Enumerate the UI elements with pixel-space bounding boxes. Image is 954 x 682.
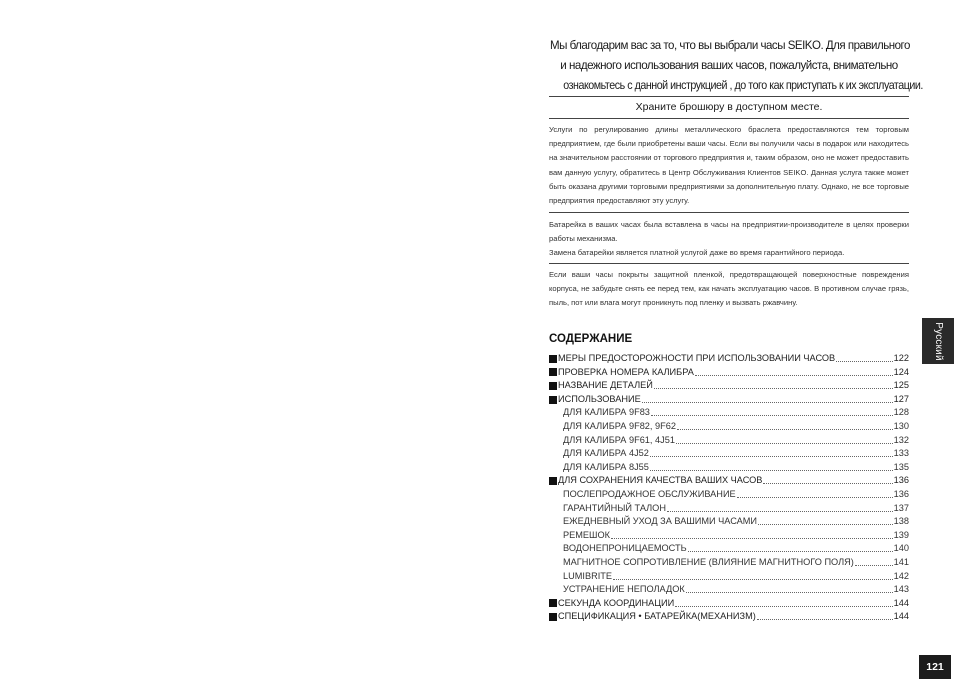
- toc-entry: [549, 434, 909, 448]
- divider: [549, 263, 909, 264]
- dot-leader: [688, 542, 893, 552]
- divider: [549, 96, 909, 97]
- toc-entry-page: 136: [893, 488, 909, 499]
- dot-leader: [651, 406, 893, 416]
- toc-entry-label: НАЗВАНИЕ ДЕТАЛЕЙ: [558, 380, 653, 391]
- dot-leader: [650, 447, 893, 457]
- toc-entry-page: 135: [893, 461, 909, 472]
- square-bullet-icon: [549, 477, 557, 485]
- toc-entry-label: ИСПОЛЬЗОВАНИЕ: [558, 393, 641, 404]
- toc-entry-label: LUMIBRITE: [563, 570, 613, 581]
- toc-entry: [549, 406, 909, 420]
- toc-title: СОДЕРЖАНИЕ: [549, 333, 633, 345]
- toc-entry-label: ДЛЯ КАЛИБРА 9F61, 4J51: [563, 434, 675, 445]
- square-bullet-icon: [549, 599, 557, 607]
- toc-entry-page: 141: [893, 556, 909, 567]
- dot-leader: [686, 583, 893, 593]
- dot-leader: [758, 515, 893, 525]
- toc-entry: [549, 610, 909, 624]
- dot-leader: [611, 529, 893, 539]
- toc-entry-page: 138: [893, 516, 909, 527]
- toc-entry-page: 137: [893, 502, 909, 513]
- toc-entry: [549, 461, 909, 475]
- toc-entry-label: ПОСЛЕПРОДАЖНОЕ ОБСЛУЖИВАНИЕ: [563, 488, 736, 499]
- language-tab: [922, 318, 954, 364]
- toc-entry: [549, 366, 909, 380]
- dot-leader: [642, 393, 893, 403]
- toc-entry-page: 128: [893, 407, 909, 418]
- dot-leader: [855, 556, 893, 566]
- toc-entry: [549, 393, 909, 407]
- toc-entry-label: ДЛЯ СОХРАНЕНИЯ КАЧЕСТВА ВАШИХ ЧАСОВ: [558, 475, 763, 486]
- toc-entry-label: МЕРЫ ПРЕДОСТОРОЖНОСТИ ПРИ ИСПОЛЬЗОВАНИИ ЧАСОВ: [558, 353, 836, 363]
- dot-leader: [695, 366, 893, 376]
- intro-text: [549, 36, 923, 96]
- toc-entry: [549, 529, 909, 543]
- toc-entry-page: 132: [893, 434, 909, 445]
- dot-leader: [676, 434, 893, 444]
- toc-entry-label: СЕКУНДА КООРДИНАЦИИ: [558, 597, 675, 608]
- square-bullet-icon: [549, 396, 557, 404]
- dot-leader: [613, 570, 893, 580]
- toc-entry: [549, 379, 909, 393]
- toc-entry-page: 122: [893, 353, 909, 363]
- toc-entry: [549, 474, 909, 488]
- square-bullet-icon: [549, 382, 557, 390]
- divider: [549, 212, 909, 213]
- toc-entry: [549, 352, 909, 366]
- toc-entry-page: 139: [893, 529, 909, 540]
- toc-entry-page: 130: [893, 420, 909, 431]
- dot-leader: [757, 610, 893, 620]
- dot-leader: [675, 597, 892, 607]
- toc-entry-page: 143: [893, 584, 909, 595]
- note-protective-film: Если ваши часы покрыты защитной пленкой, предотвращающей поверхностные повреждения корпуса, не забудьте снять ее перед тем, как начать эксплуатацию часов. В противном случае грязь, пыль, пот или влага могут проникнуть под пленку и вызвать ржавчину.: [549, 270, 909, 308]
- toc-entry-label: ВОДОНЕПРОНИЦАЕМОСТЬ: [563, 543, 687, 554]
- toc-entry-label: СПЕЦИФИКАЦИЯ • БАТАРЕЙКА(МЕХАНИЗМ): [558, 611, 756, 622]
- toc-entry-label: УСТРАНЕНИЕ НЕПОЛАДОК: [563, 584, 685, 595]
- toc-entry: [549, 502, 909, 516]
- toc-entry: [549, 556, 909, 570]
- toc-entry: [549, 570, 909, 584]
- note-battery: Батарейка в ваших часах была вставлена в часы на предприятии-производителе в целях проверки работы механизма. Замена батарейки является платной услугой даже во время гарантийного периода.: [549, 220, 909, 258]
- dot-leader: [836, 352, 893, 362]
- toc-entry-label: ДЛЯ КАЛИБРА 9F82, 9F62: [563, 420, 676, 431]
- dot-leader: [737, 488, 893, 498]
- toc-entry-label: ДЛЯ КАЛИБРА 9F83: [563, 407, 650, 418]
- toc-entry-label: ДЛЯ КАЛИБРА 4J52: [563, 448, 649, 459]
- toc-entry-label: ДЛЯ КАЛИБРА 8J55: [563, 461, 649, 472]
- toc-entry: [549, 597, 909, 611]
- table-of-contents: [549, 352, 909, 624]
- dot-leader: [763, 474, 892, 484]
- toc-entry: [549, 515, 909, 529]
- divider: [549, 118, 909, 119]
- toc-entry: [549, 447, 909, 461]
- toc-entry: [549, 420, 909, 434]
- toc-entry-label: МАГНИТНОЕ СОПРОТИВЛЕНИЕ (ВЛИЯНИЕ МАГНИТНОГО ПОЛЯ): [563, 556, 854, 567]
- toc-entry-label: ПРОВЕРКА НОМЕРА КАЛИБРА: [558, 366, 694, 377]
- dot-leader: [667, 502, 893, 512]
- toc-entry: [549, 542, 909, 556]
- dot-leader: [677, 420, 893, 430]
- toc-entry-page: 124: [893, 366, 909, 377]
- toc-entry-page: 127: [893, 393, 909, 404]
- square-bullet-icon: [549, 355, 557, 363]
- dot-leader: [650, 461, 893, 471]
- dot-leader: [654, 379, 893, 389]
- language-tab-label: Русский: [932, 321, 944, 361]
- toc-entry-page: 136: [893, 475, 909, 486]
- toc-entry-page: 140: [893, 543, 909, 554]
- toc-entry-label: ГАРАНТИЙНЫЙ ТАЛОН: [563, 502, 666, 513]
- toc-entry-page: 144: [893, 597, 909, 608]
- toc-entry-page: 142: [893, 570, 909, 581]
- note-bracelet: Услуги по регулированию длины металлического браслета предоставляются тем торговым предприятием, где были приобретены ваши часы. Если вы получили часы в подарок или находитесь на значительном расстоянии от торгового предприятия и, таким образом, оно не может предоставить вам данную услугу, обратитесь в Центр Обслуживания Клиентов SEIKO. Данная услуга также может быть оказана другими торговыми предприятиями за дополнительную плату. Однако, не все торговые предприятия предоставляют эту услугу.: [549, 125, 909, 206]
- toc-entry: [549, 488, 909, 502]
- intro-line-1: Мы благодарим вас за то, что вы выбрали часы SEIKO. Для правильного: [549, 39, 910, 52]
- toc-entry-page: 144: [893, 611, 909, 622]
- intro-line-3: ознакомьтесь с данной инструкцией , до того как приступать к их эксплуатации.: [563, 79, 923, 92]
- intro-line-2: и надежного использования ваших часов, пожалуйста, внимательно: [560, 59, 898, 72]
- toc-entry-page: 125: [893, 380, 909, 391]
- page-number: 121: [919, 655, 951, 679]
- keep-note: Храните брошюру в доступном месте.: [635, 101, 823, 113]
- toc-entry: [549, 583, 909, 597]
- toc-entry-label: РЕМЕШОК: [563, 529, 610, 540]
- square-bullet-icon: [549, 613, 557, 621]
- toc-entry-page: 133: [893, 448, 909, 459]
- square-bullet-icon: [549, 368, 557, 376]
- toc-entry-label: ЕЖЕДНЕВНЫЙ УХОД ЗА ВАШИМИ ЧАСАМИ: [563, 516, 758, 527]
